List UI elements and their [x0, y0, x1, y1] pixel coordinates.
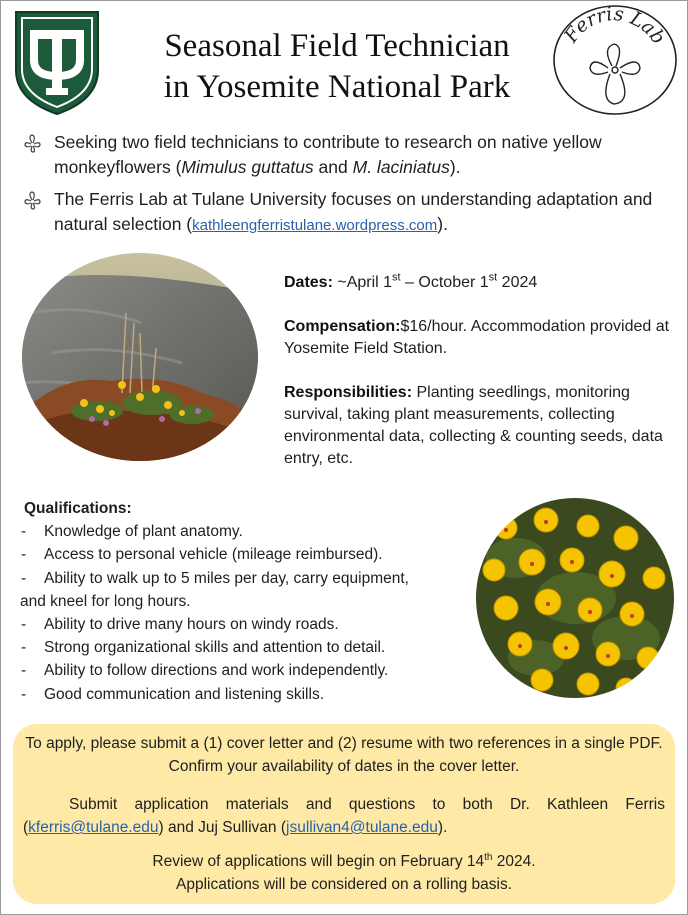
review-sup: th	[484, 851, 493, 863]
dates-end: – October 1	[400, 274, 489, 291]
job-details	[284, 272, 679, 492]
intro-bullet-research	[22, 130, 662, 180]
submit-contacts	[23, 793, 665, 839]
yellow-monkeyflowers-photo	[476, 498, 674, 698]
qualification-item	[18, 567, 468, 613]
submit-text-end: ).	[437, 819, 448, 836]
qualification-item: - Ability to follow directions and work independently.	[18, 659, 468, 682]
review-year: 2024.	[492, 853, 536, 870]
flower-bullet-icon	[22, 132, 44, 154]
rolling-basis-note: Applications will be considered on a rolling basis.	[175, 876, 513, 893]
dates-start: ~April 1	[332, 274, 393, 291]
review-text: Review of applications will begin on February 14	[152, 853, 485, 870]
qualification-item: - Ability to drive many hours on windy roads.	[18, 613, 468, 636]
dates-sup-2: st	[488, 271, 498, 284]
intro-bullets	[22, 130, 662, 245]
intro-bullet-conj: and	[313, 157, 353, 177]
dates-year: 2024	[497, 274, 538, 291]
qualification-item: - Strong organizational skills and attention to detail.	[18, 636, 468, 659]
qualification-item: - Good communication and listening skills.	[18, 683, 468, 706]
qualification-item: - Knowledge of plant anatomy.	[18, 520, 468, 543]
compensation-text: $16/hour. Accommodation provided at Yosemite Field Station.	[284, 318, 670, 357]
intro-bullet-text-2: The Ferris Lab at Tulane University focuses on understanding adaptation and natural selection (	[54, 189, 653, 234]
submit-text: Submit application materials and questions to both Dr. Kathleen Ferris (	[23, 796, 665, 836]
review-date	[23, 850, 665, 873]
responsibilities-text: Planting seedlings, monitoring survival, taking plant measurements, collecting environmental data, collecting & counting seeds, data entry, etc.	[284, 384, 663, 467]
intro-bullet-lab	[22, 187, 662, 238]
page-title	[104, 26, 570, 108]
responsibilities-label: Responsibilities:	[284, 384, 413, 401]
qualification-text-wrap: and kneel for long hours.	[20, 592, 191, 610]
responsibilities-block	[284, 382, 679, 470]
dates-label: Dates:	[284, 274, 333, 291]
qualification-item: - Access to personal vehicle (mileage reimbursed).	[18, 543, 468, 566]
compensation-block	[284, 316, 679, 360]
qualifications-section	[18, 497, 468, 706]
email-link-jsullivan[interactable]: jsullivan4@tulane.edu	[286, 819, 438, 836]
granite-monkeyflower-photo	[22, 253, 258, 461]
ferris-lab-logo-text: Ferris Lab	[560, 4, 670, 49]
ferris-lab-logo	[552, 4, 678, 116]
qualifications-heading: Qualifications:	[24, 500, 132, 517]
submit-text-mid: ) and Juj Sullivan (	[158, 819, 287, 836]
intro-bullet-close-1: ).	[449, 157, 461, 177]
flower-bullet-icon	[22, 189, 44, 211]
intro-bullet-close-2: ).	[437, 214, 448, 234]
compensation-label: Compensation:	[284, 318, 401, 335]
species-name-1: Mimulus guttatus	[181, 157, 314, 177]
apply-instructions: To apply, please submit a (1) cover letter and (2) resume with two references in a single PDF. Confirm your availability of dates in the cover letter.	[25, 735, 663, 775]
dates-sup-1: st	[392, 271, 401, 284]
title-line-1: Seasonal Field Technician	[164, 28, 510, 64]
email-link-kferris[interactable]: kferris@tulane.edu	[28, 819, 159, 836]
intro-bullet-text-1: Seeking two field technicians to contribute to research on native yellow monkeyflowers (	[54, 132, 602, 177]
dates-block	[284, 272, 679, 294]
application-box	[13, 724, 675, 904]
lab-website-link[interactable]: kathleengferristulane.wordpress.com	[192, 217, 438, 234]
species-name-2: M. laciniatus	[352, 157, 450, 177]
qualification-text: Ability to walk up to 5 miles per day, carry equipment,	[44, 569, 409, 587]
tulane-shield-logo	[12, 8, 102, 118]
title-line-2: in Yosemite National Park	[163, 69, 511, 105]
